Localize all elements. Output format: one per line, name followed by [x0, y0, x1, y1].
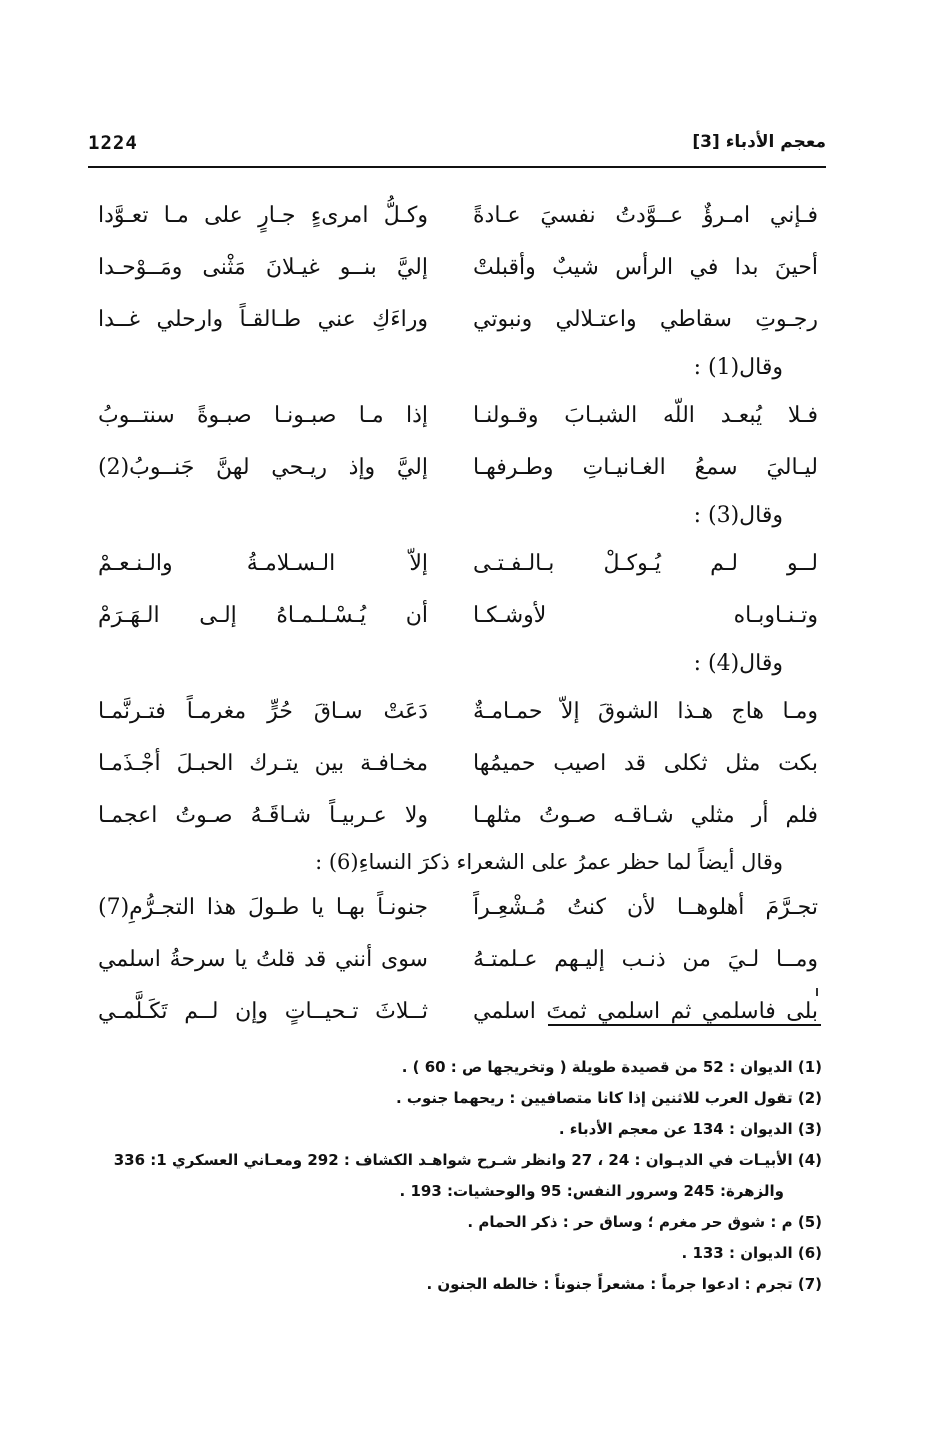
verse-second-hemistich: ولا عـربيـاً شـاقَـهُ صـوتُ اعجمـا — [98, 803, 428, 828]
verse-first-hemistich: ومـا هاج هـذا الشوقَ إلاّ حمـامـةٌ — [473, 699, 818, 724]
verse-line — [98, 686, 818, 738]
verse-line — [98, 986, 818, 1038]
poem-body — [98, 190, 818, 1038]
footnotes — [64, 1052, 822, 1300]
verse-first-hemistich: فـلا يُبعـد اللّه الشبـابَ وقـولنـا — [473, 403, 818, 428]
poem-intro — [98, 346, 818, 390]
page-number: 1224 — [88, 132, 138, 154]
poem-intro-text: وقال(3) : — [693, 503, 783, 528]
verse-second-hemistich: إليَّ بنــو غيـلانَ مَثْنى ومَــوْحـدا — [98, 255, 428, 280]
verse-first-hemistich: ومــا لـيَ من ذنـب إليـهم عـلمتـهُ — [473, 947, 818, 972]
running-head: معجم الأدباء [3] — [692, 132, 826, 152]
poem-intro — [98, 842, 818, 882]
verse-line — [98, 294, 818, 346]
poem-intro — [98, 494, 818, 538]
verse-line — [98, 738, 818, 790]
verse-line — [98, 882, 818, 934]
end-mark — [816, 988, 818, 996]
verse-first-hemistich: وتـنـاوبـاه لأوشـكـا — [473, 603, 818, 628]
verse-first-hemistich: ليـاليَ سمعُ الغـانيـاتِ وطـرفهـا — [473, 455, 818, 480]
footnote: (6) الديوان : 133 . — [681, 1244, 822, 1262]
verse-first-hemistich: أحينَ بدا في الرأس شيبٌ وأقبلتْ — [473, 255, 818, 280]
verse-second-hemistich: ثــلاثَ تـحيــاتٍ وإن لــم تَكَـلَّمـي — [98, 999, 428, 1024]
poem-intro-text: وقال أيضاً لما حظر عمرُ على الشعراء ذكرَ النساءِ(6) : — [315, 850, 783, 874]
verse-line — [98, 242, 818, 294]
verse-line — [98, 934, 818, 986]
verse-second-hemistich: إذا مـا صبـونـا صبـوةً سنتــوبُ — [98, 403, 428, 428]
verse-first-hemistich: رجـوتِ سقاطي واعتـلالي ونبوتي — [473, 307, 818, 332]
poem-intro-text: وقال(4) : — [693, 651, 783, 676]
verse-second-hemistich: أن يُـسْـلـمـاهُ إلـى الـهَـرَمْ — [98, 603, 428, 628]
footnote: (4) الأبيـات في الديـوان : 24 ، 27 وانظر شـرح شواهـد الكشاف : 292 ومعـاني العسكري 1: 336 — [113, 1151, 822, 1169]
verse-line — [98, 442, 818, 494]
verse-second-hemistich: مخـافـة بين يتـرك الحبـلَ أجْـذَمـا — [98, 751, 428, 776]
verse-first-hemistich: لــو لـم يُـوكـلْ بـالـفـتـى — [473, 551, 818, 576]
footnote-rule — [548, 1024, 821, 1026]
verse-line — [98, 190, 818, 242]
footnote: (3) الديوان : 134 عن معجم الأدباء . — [558, 1120, 822, 1138]
verse-second-hemistich: جنونـاً بهـا يا طـولَ هذا التجـرُّمِ(7) — [98, 895, 428, 920]
verse-line — [98, 390, 818, 442]
page-header — [88, 128, 826, 164]
footnote: (1) الديوان : 52 من قصيدة طويلة ( وتخريجها ص : 60 ) . — [401, 1058, 822, 1076]
verse-first-hemistich: بكت مثل ثكلى قد اصيب حميمُها — [473, 751, 818, 776]
verse-line — [98, 590, 818, 642]
verse-first-hemistich: تجـرَّمَ أهلوهــا لأن كنتُ مُـشْعِـراً — [473, 895, 818, 920]
verse-second-hemistich: إليَّ وإذ ريـحي لهنَّ جَنــوبُ(2) — [98, 455, 428, 480]
footnote: (2) تقول العرب للاثنين إذا كانا متصافيين : ريحهما جنوب . — [395, 1089, 822, 1107]
verse-second-hemistich: وكـلُّ امرىءٍ جـارٍ على مـا تعـوَّدا — [98, 203, 428, 228]
verse-first-hemistich: بلى فاسلمي ثم اسلمي ثمتَ اسلمي — [473, 999, 818, 1024]
verse-line — [98, 538, 818, 590]
verse-line — [98, 790, 818, 842]
verse-first-hemistich: فـإني امـرؤٌ عــوَّدتُ نفسيَ عـادةً — [473, 203, 818, 228]
header-rule — [88, 166, 826, 168]
poem-intro-text: وقال(1) : — [693, 355, 783, 380]
verse-second-hemistich: دَعَتْ سـاقَ حُرٍّ مغرمـاً فتـرنَّمـا — [98, 699, 428, 724]
verse-second-hemistich: وراءَكِ عني طـالقـاً وارحلي غــدا — [98, 307, 428, 332]
footnote: (7) تجرم : ادعوا جرماً : مشعراً جنوناً : خالطه الجنون . — [426, 1275, 822, 1293]
footnote: والزهرة: 245 وسرور النفس: 95 والوحشيات: 193 . — [399, 1182, 784, 1200]
verse-first-hemistich: فلم أر مثلي شـاقـه صـوتُ مثلهـا — [473, 803, 818, 828]
verse-second-hemistich: سوى أنني قد قلتُ يا سرحةُ اسلمي — [98, 947, 428, 972]
verse-second-hemistich: إلاّ الـسـلامـةُ والـنـعـمْ — [98, 551, 428, 576]
poem-intro — [98, 642, 818, 686]
footnote: (5) م : شوق حر مغرم ؛ وساق حر : ذكر الحمام . — [467, 1213, 822, 1231]
